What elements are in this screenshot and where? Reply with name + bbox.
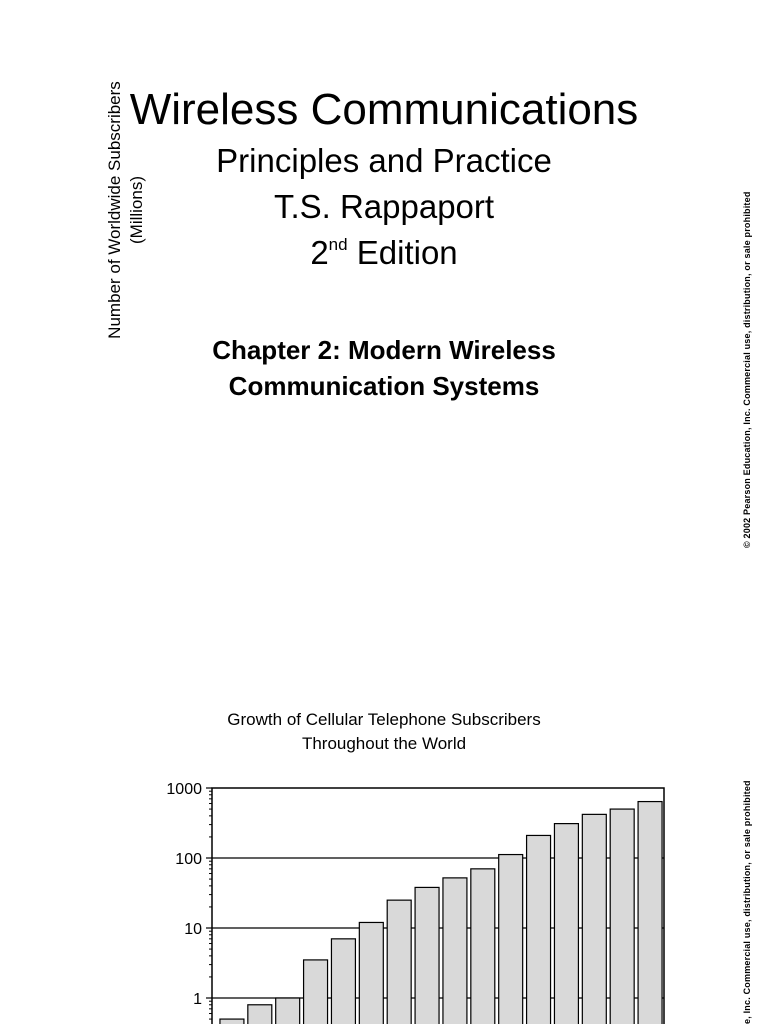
y-tick-label-10: 10 bbox=[184, 921, 202, 938]
subtitle: Principles and Practice bbox=[216, 142, 552, 179]
bar-15 bbox=[610, 809, 634, 1024]
bar-13 bbox=[554, 824, 578, 1024]
author: T.S. Rappaport bbox=[273, 188, 495, 225]
chart-y-axis-label bbox=[104, 80, 148, 340]
chapter-title bbox=[0, 332, 768, 404]
bar-3 bbox=[276, 998, 300, 1024]
y-tick-label-100: 100 bbox=[175, 851, 202, 868]
chart-plot bbox=[0, 700, 768, 1024]
edition-suffix: nd bbox=[328, 235, 348, 254]
copyright-notice: © 2002 Pearson Education, Inc. Commercial use, distribution, or sale prohibited bbox=[742, 191, 752, 548]
bar-6 bbox=[359, 922, 383, 1024]
y-tick-label-1000: 1000 bbox=[166, 781, 202, 798]
chart-title-line-1: Growth of Cellular Telephone Subscribers bbox=[227, 710, 541, 729]
bar-8 bbox=[415, 887, 439, 1024]
subscriber-growth-chart bbox=[0, 700, 768, 1024]
y-axis-label-line-1: Number of Worldwide Subscribers bbox=[105, 81, 124, 339]
edition-number: 2 bbox=[310, 234, 329, 271]
bar-9 bbox=[443, 878, 467, 1024]
bar-7 bbox=[387, 900, 411, 1024]
bar-11 bbox=[499, 855, 523, 1024]
chart-title-line-2: Throughout the World bbox=[301, 734, 467, 753]
bar-2 bbox=[248, 1005, 272, 1024]
bar-14 bbox=[582, 814, 606, 1024]
bar-4 bbox=[304, 960, 328, 1024]
chapter-line-2: Communication Systems bbox=[228, 371, 540, 401]
bar-10 bbox=[471, 869, 495, 1024]
edition-word: Edition bbox=[347, 234, 458, 271]
main-title: Wireless Communications bbox=[129, 85, 639, 134]
y-tick-label-1: 1 bbox=[193, 991, 202, 1008]
bar-16 bbox=[638, 802, 662, 1024]
copyright-notice-partial: e, Inc. Commercial use, distribution, or sale prohibited bbox=[742, 780, 752, 1024]
bar-1 bbox=[220, 1019, 244, 1024]
bar-5 bbox=[331, 939, 355, 1024]
chapter-line-1: Chapter 2: Modern Wireless bbox=[212, 335, 556, 365]
bar-12 bbox=[527, 835, 551, 1024]
y-axis-label-line-2: (Millions) bbox=[127, 176, 146, 244]
